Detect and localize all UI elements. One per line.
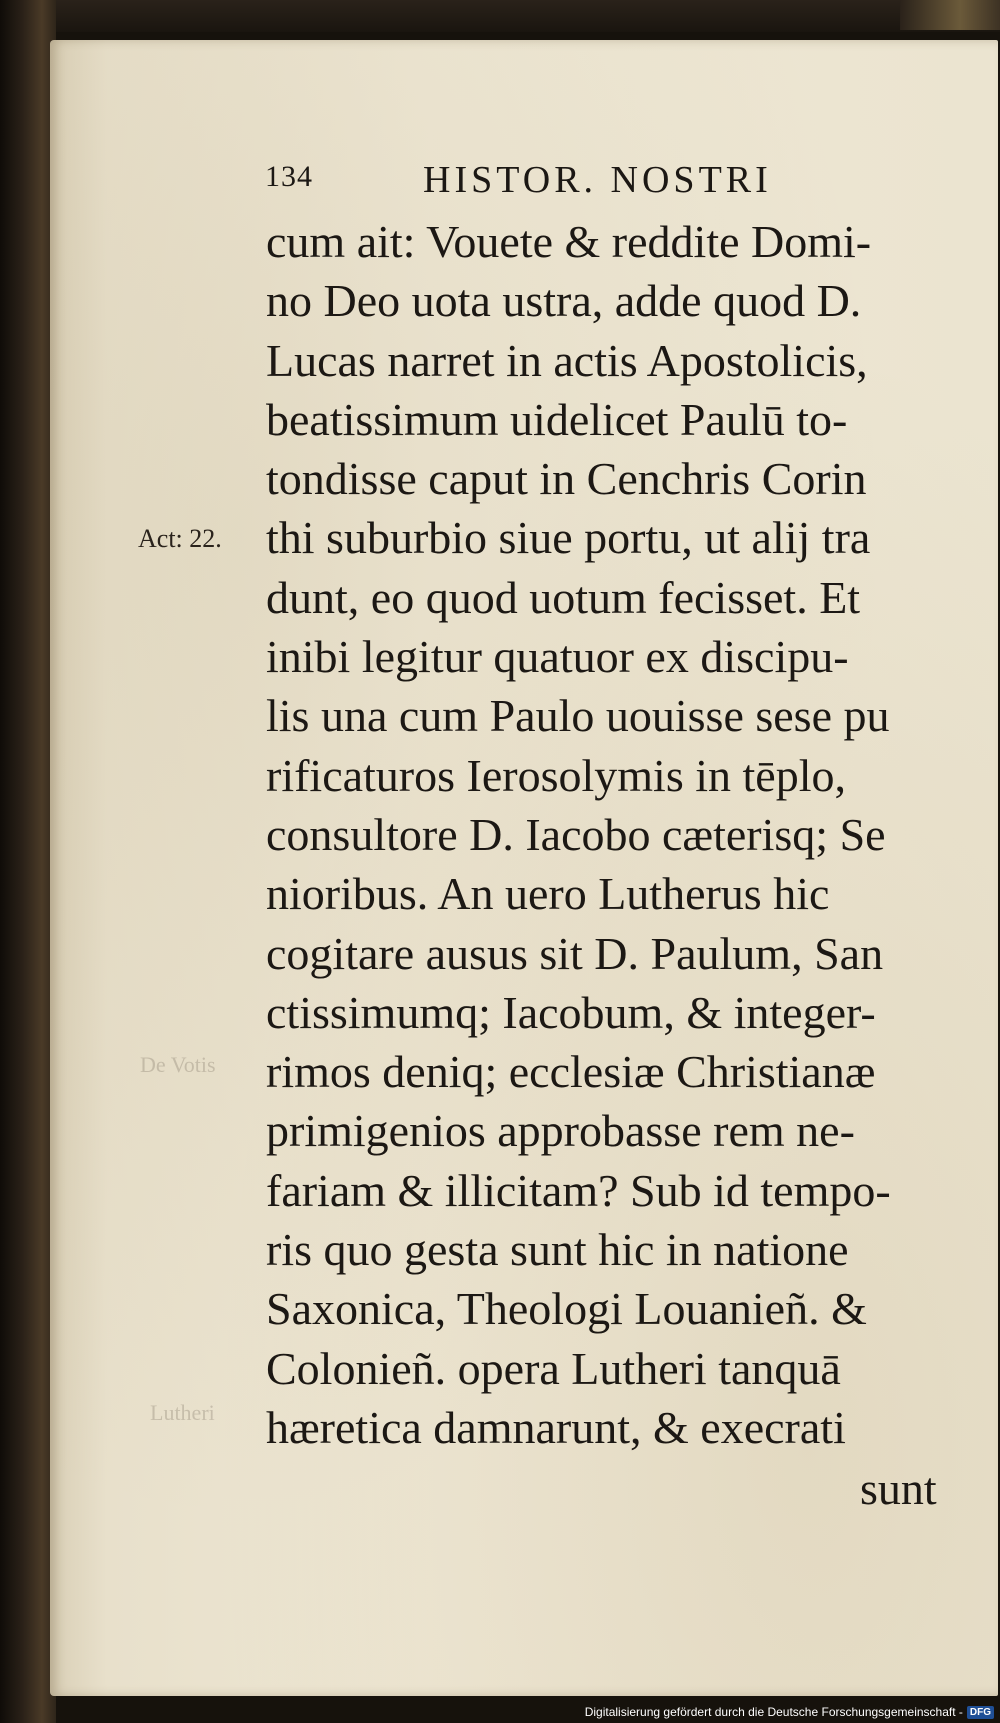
credit-text: Digitalisierung gefördert durch die Deutsche Forschungsgemeinschaft -	[584, 1705, 963, 1719]
text-line: Saxonica, Theologi Louanieñ. &	[266, 1283, 867, 1335]
book-top-edge	[0, 0, 1000, 32]
text-line: Lucas narret in actis Apostolicis,	[266, 334, 868, 386]
text-line: rimos deniq; ecclesiæ Christianæ	[266, 1046, 876, 1098]
text-line: cum ait: Vouete & reddite Domi-	[266, 216, 872, 267]
text-line: thi suburbio siue portu, ut alij tra	[266, 512, 871, 564]
text-line: tondisse caput in Cenchris Corin	[266, 453, 867, 505]
catchword: sunt	[860, 1463, 937, 1514]
text-line: consultore D. Iacobo cæterisq; Se	[266, 808, 886, 860]
running-head: HISTOR. NOSTRI	[423, 159, 772, 201]
page-number: 134	[265, 160, 313, 193]
text-line: fariam & illicitam? Sub id tempo-	[266, 1164, 891, 1216]
page-header	[265, 158, 865, 208]
text-line: rificaturos Ierosolymis in tēplo,	[266, 749, 846, 801]
text-line: primigenios approbasse rem ne-	[266, 1105, 855, 1157]
text-line: cogitare ausus sit D. Paulum, San	[266, 927, 884, 979]
text-line: Colonieñ. opera Lutheri tanquā	[266, 1342, 841, 1394]
text-line: lis una cum Paulo uouisse sese pu	[266, 690, 890, 742]
dfg-logo: DFG	[967, 1706, 994, 1719]
book-spine	[0, 0, 56, 1723]
text-line: ris quo gesta sunt hic in natione	[266, 1224, 849, 1276]
text-line: inibi legitur quatuor ex discipu-	[266, 631, 849, 683]
show-through-note: Lutheri	[150, 1400, 215, 1425]
show-through-note: De Votis	[140, 1052, 216, 1077]
text-line: no Deo uota ustra, adde quod D.	[266, 275, 862, 327]
book-corner	[900, 0, 1000, 30]
marginal-note: Act: 22.	[138, 524, 222, 553]
text-line: nioribus. An uero Lutherus hic	[266, 868, 830, 920]
digitization-credit	[585, 1705, 994, 1719]
text-line: ctissimumq; Iacobum, & integer-	[266, 986, 876, 1038]
text-line: dunt, eo quod uotum fecisset. Et	[266, 571, 861, 623]
text-line: hæretica damnarunt, & execrati	[266, 1401, 846, 1453]
text-line: beatissimum uidelicet Paulū to-	[266, 393, 848, 445]
body-text	[266, 212, 960, 1457]
